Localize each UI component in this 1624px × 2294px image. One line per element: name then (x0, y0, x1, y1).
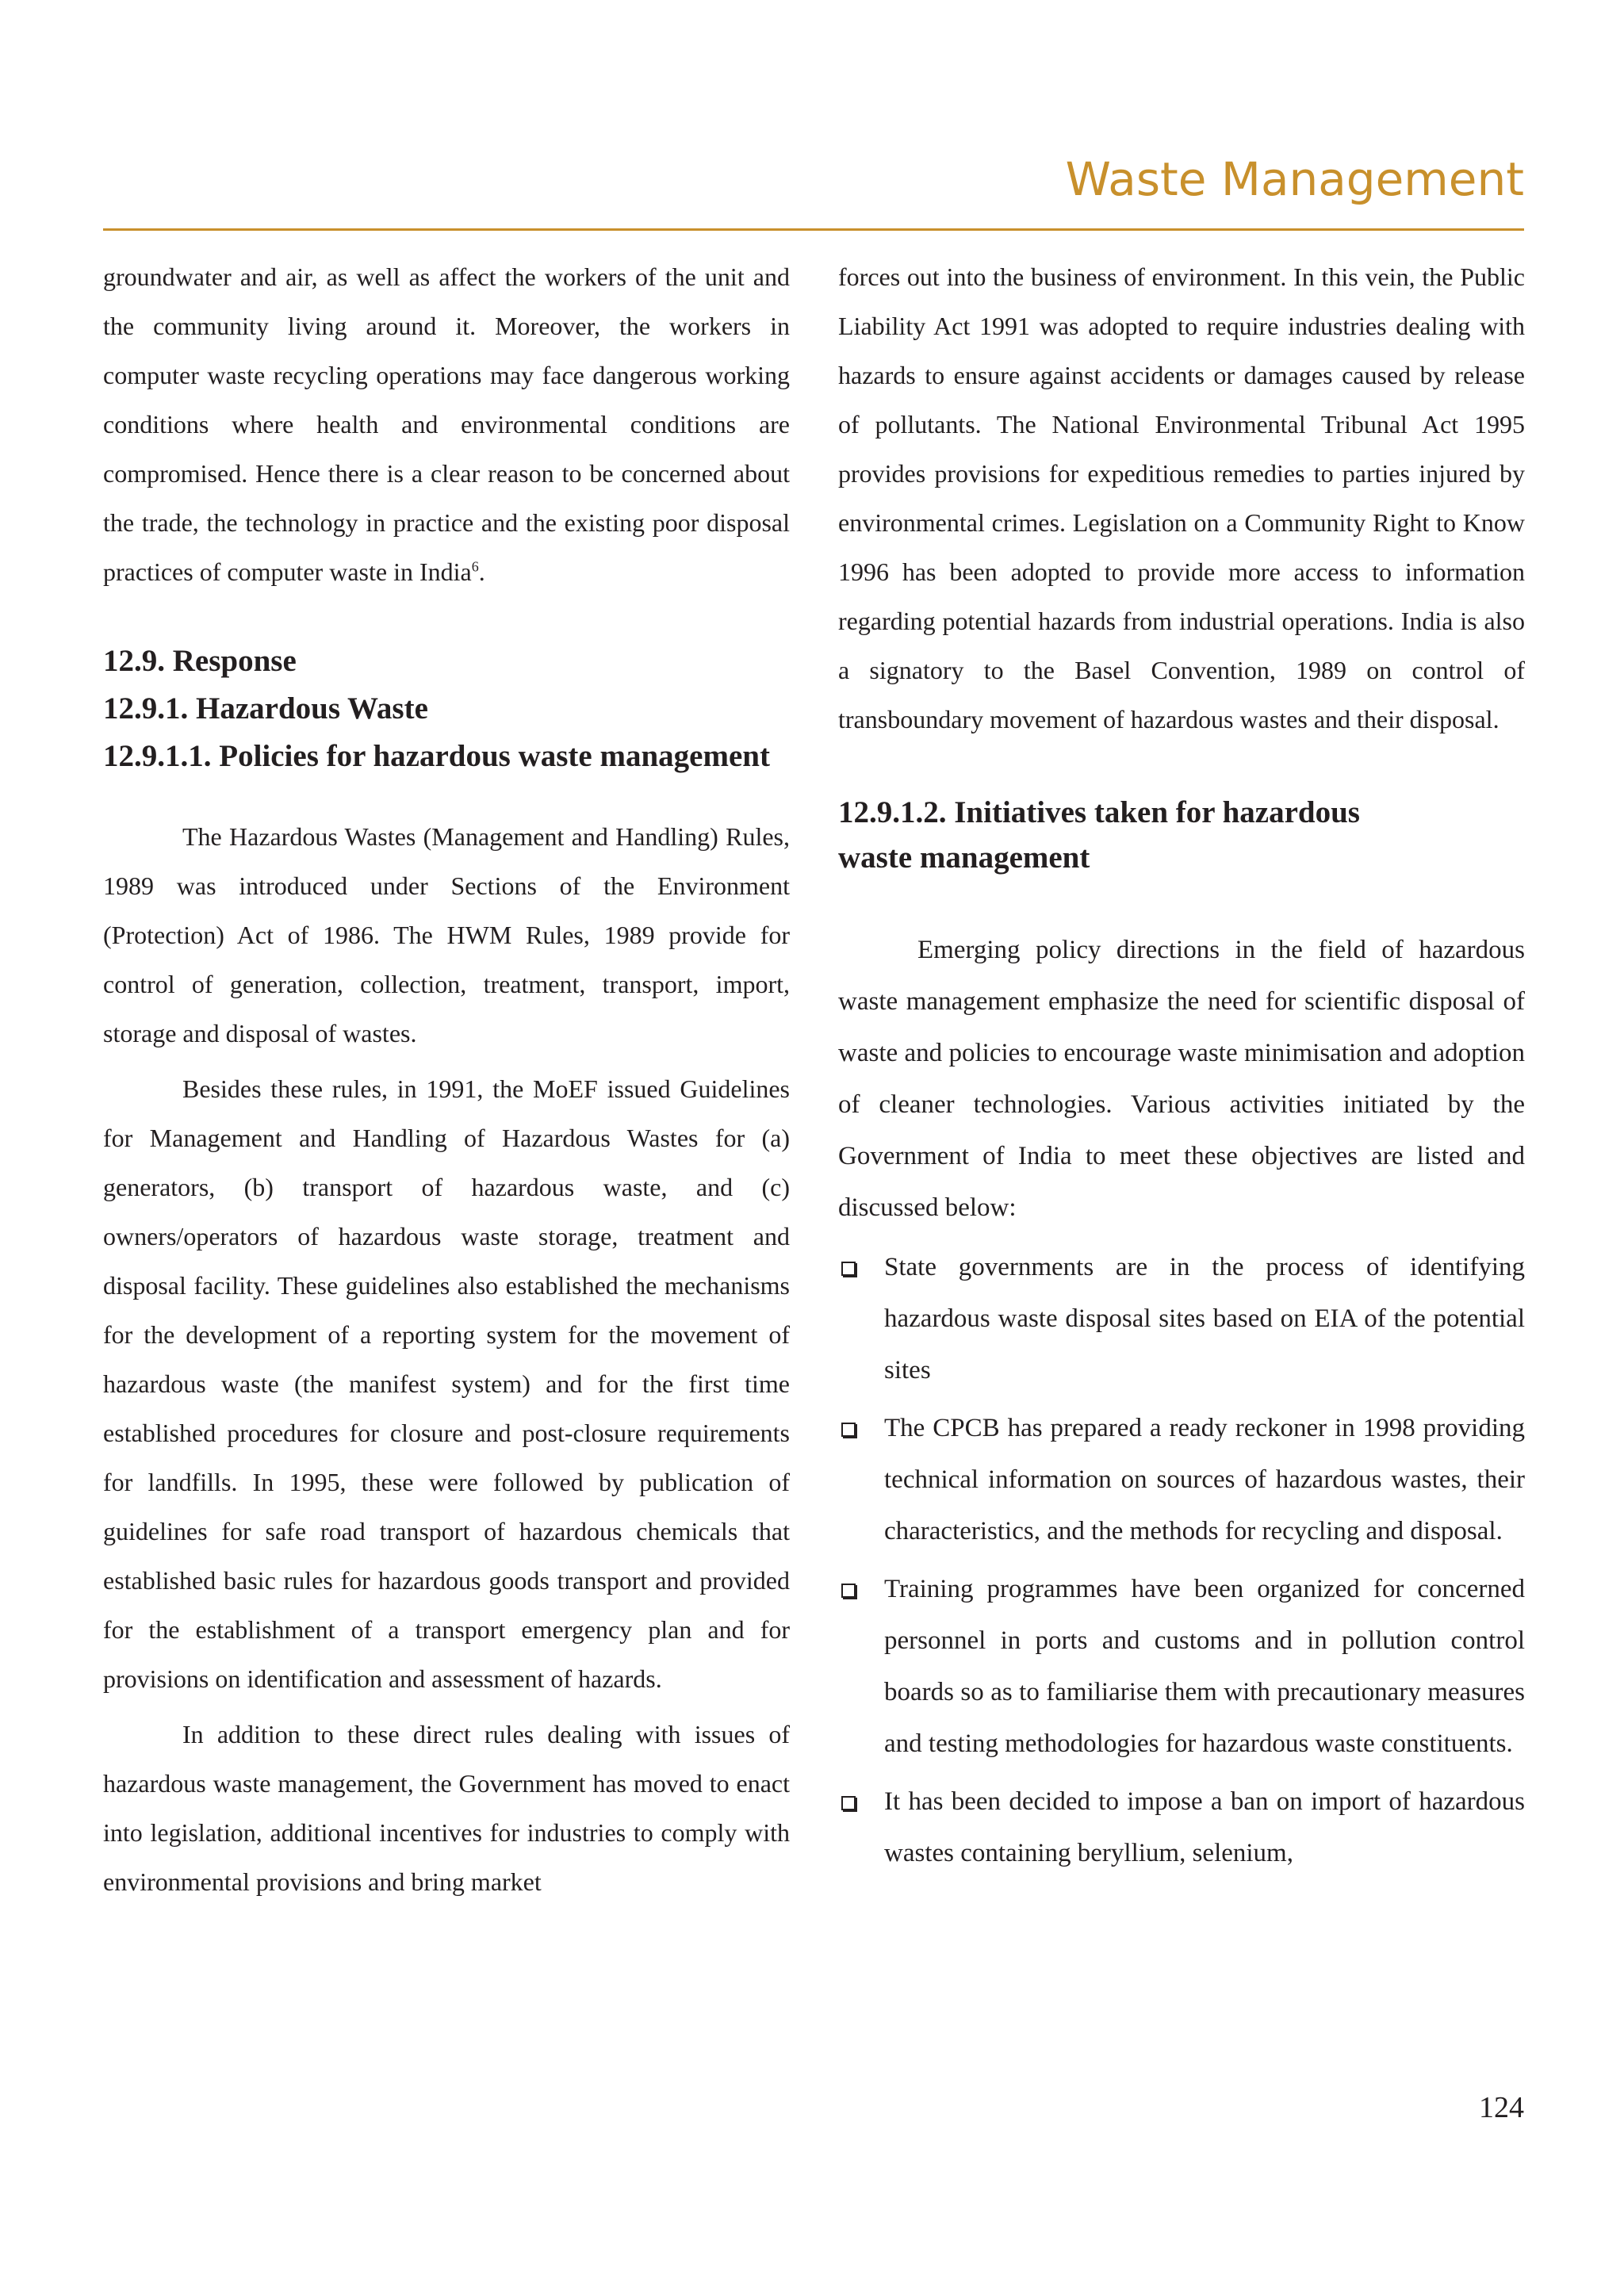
section-heading: 12.9. Response (103, 644, 297, 678)
page-number: 124 (1479, 2091, 1524, 2124)
list-item (838, 1242, 1525, 1396)
subsection-heading (838, 790, 1525, 880)
body-paragraph: Emerging policy directions in the field of hazardous waste management emphasize the need for scientific disposal of waste and policies to encourage waste minimisation and adoption of cleaner technologies. Various activities initiated by the Government of India to meet these objectives are listed and discussed below: (838, 936, 1525, 1222)
body-paragraph: Besides these rules, in 1991, the MoEF issued Guidelines for Management and Handling of Hazardous Wastes for (a) generators, (b) transport of hazardous waste, and (c) owners/operators of hazardous waste storage, treatment and disposal facility. These guidelines also established the mechanisms for the development of a reporting system for the movement of hazardous waste (the manifest system) and for the first time established procedures for closure and post-closure requirements for landfills. In 1995, these were followed by publication of guidelines for safe road transport of hazardous chemicals that established basic rules for hazardous goods transport and provided for the establishment of a transport emergency plan and for provisions on identification and assessment of hazards. (103, 1074, 790, 1693)
body-paragraph: forces out into the business of environment. In this vein, the Public Liability Act 1991 was adopted to require industries dealing with hazards to ensure against accidents or damages caused by release of pollutants. The National Environmental Tribunal Act 1995 provides provisions for expeditious remedies to parties injured by environmental crimes. Legislation on a Community Right to Know 1996 has been adopted to provide more access to information regarding potential hazards from industrial operations. India is also a signatory to the Basel Convention, 1989 on control of transboundary movement of hazardous wastes and their disposal. (838, 262, 1525, 733)
chapter-title: Waste Management (1065, 152, 1524, 206)
list-item (838, 1776, 1525, 1879)
list-item-text: Training programmes have been organized for concerned personnel in ports and customs and in pollution control boards so as to familiarise them with precautionary measures and testing methodologies for hazardous waste constituents. (884, 1575, 1525, 1758)
checkbox-bullet-icon (841, 1262, 856, 1276)
subsection-heading: 12.9.1. Hazardous Waste (103, 691, 428, 726)
page-header (103, 143, 1524, 231)
paragraph-text: groundwater and air, as well as affect the workers of the unit and the community living around it. Moreover, the workers in computer waste recycling operations may face dangerous working conditions where health and environmental conditions are compromised. Hence there is a clear reason to be concerned about the trade, the technology in practice and the existing poor disposal practices of computer waste in India (103, 262, 790, 586)
heading-line: waste management (838, 841, 1090, 875)
subsubsection-heading: 12.9.1.1. Policies for hazardous waste management (103, 739, 770, 773)
list-item (838, 1403, 1525, 1557)
initiatives-list (838, 1242, 1525, 1879)
list-item (838, 1564, 1525, 1770)
checkbox-bullet-icon (841, 1796, 856, 1810)
footnote-marker: 6 (471, 558, 479, 575)
heading-line: 12.9.1.2. Initiatives taken for hazardous (838, 795, 1360, 829)
list-item-text: The CPCB has prepared a ready reckoner in 1998 providing technical information on sources of hazardous wastes, their characteristics, and the methods for recycling and disposal. (884, 1414, 1525, 1545)
list-item-text: It has been decided to impose a ban on import of hazardous wastes containing beryllium, selenium, (884, 1787, 1525, 1867)
body-paragraph (103, 252, 790, 596)
body-paragraph: The Hazardous Wastes (Management and Handling) Rules, 1989 was introduced under Sections of the Environment (Protection) Act of 1986. The HWM Rules, 1989 provide for control of generation, collection, treatment, transport, import, storage and disposal of wastes. (103, 822, 790, 1047)
list-item-text: State governments are in the process of identifying hazardous waste disposal sites based on EIA of the potential sites (884, 1253, 1525, 1384)
section-headings (103, 638, 790, 780)
right-column (838, 252, 1525, 1886)
checkbox-bullet-icon (841, 1584, 856, 1598)
left-column (103, 252, 790, 1906)
paragraph-end: . (478, 557, 485, 586)
body-paragraph: In addition to these direct rules dealing with issues of hazardous waste management, the Government has moved to enact into legislation, additional incentives for industries to comply with environmental provisions and bring market (103, 1720, 790, 1896)
checkbox-bullet-icon (841, 1423, 856, 1437)
